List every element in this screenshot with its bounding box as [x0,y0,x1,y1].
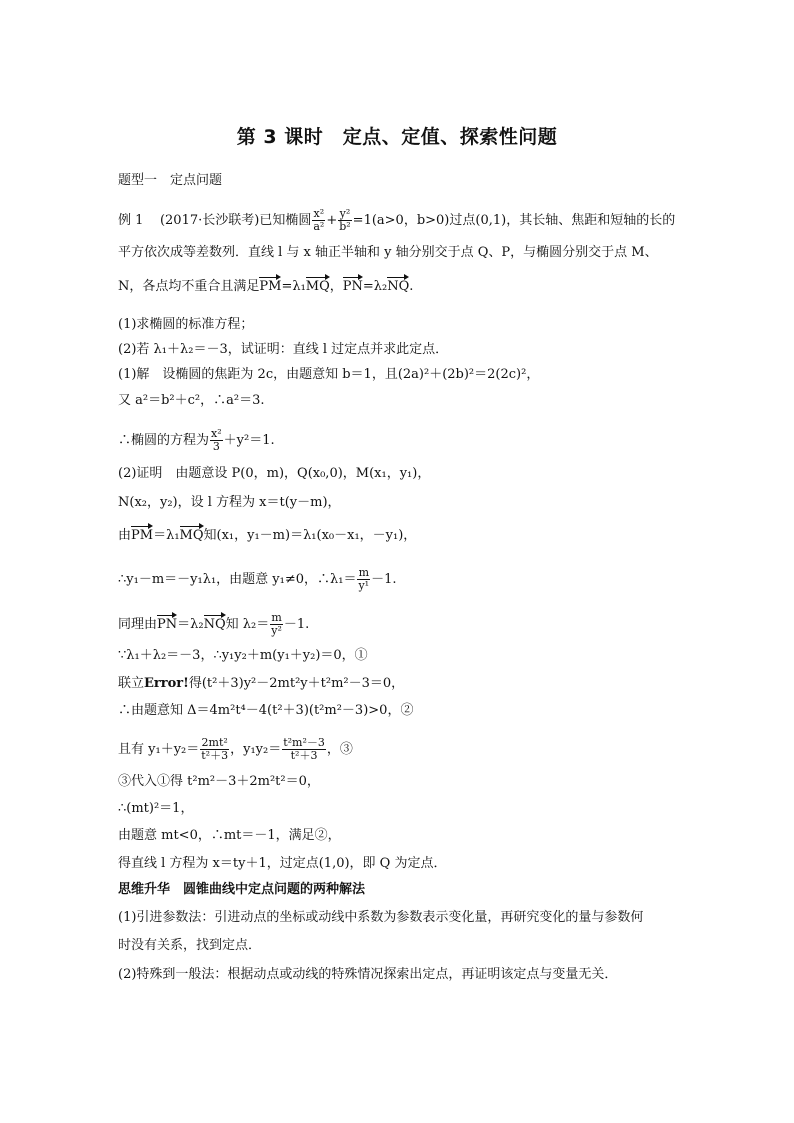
vector-nq: NQ [203,617,226,632]
fraction: $\frac{\text{2mt²}}{\text{t²＋3}}$ [201,736,229,762]
summary-p2: (2)特殊到一般法：根据动点或动线的特殊情况探索出定点，再证明该定点与变量无关． [118,967,618,982]
vector-pn: PN [342,279,363,294]
text: ＝λ₂ [177,617,204,632]
plus-sign: + [326,213,338,228]
example-source: (2017·长沙联考) [159,213,260,228]
text: －1. [283,617,310,632]
text: 知 λ₂＝ [225,617,270,632]
error-marker: Error! [144,676,189,691]
solution-line-5: N(x₂，y₂)，设 l 方程为 x＝t(y－m)， [118,495,341,510]
text: ∴椭圆的方程为 [118,433,210,448]
solution-line-12 [118,737,684,762]
example-line-3 [118,278,684,296]
fraction: $\frac{m}{\text{y²}}$ [271,611,282,637]
solution-line-6 [118,527,684,545]
section-heading: 题型一 定点问题 [118,173,223,188]
example-label: 例 1 [118,213,144,228]
solution-line-9: ∵λ₁＋λ₂＝－3，∴y₁y₂＋m(y₁＋y₂)＝0，① [118,648,368,663]
summary-heading: 思维升华 圆锥曲线中定点问题的两种解法 [118,882,366,897]
text: ，y₁y₂＝ [230,742,282,757]
vector-pm: PM [131,528,154,543]
solution-line-3 [118,428,684,453]
solution-line-8 [118,612,684,637]
vector-mq: MQ [179,528,204,543]
text: ∴y₁－m＝－y₁λ₁，由题意 y₁≠0，∴λ₁＝ [118,572,357,587]
text: ＋y²＝1. [223,433,275,448]
text: －1. [371,572,397,587]
summary-p1b: 时没有关系，找到定点． [118,938,262,953]
text: =λ₁ [281,279,306,294]
ellipse-fraction-x: $\frac{\text{x²}}{\text{a²}}$ [313,207,325,233]
text: N，各点均不重合且满足 [118,279,260,294]
solution-line-15: 由题意 mt<0，∴mt＝－1，满足②， [118,828,341,843]
text: =λ₂ [362,279,388,294]
solution-line-10 [118,675,684,693]
vector-pm: PM [259,279,282,294]
vector-nq: NQ [387,279,410,294]
fraction: $\frac{\text{x²}}{3}$ [211,427,222,453]
lesson-title: 第 3 课时 定点、定值、探索性问题 [236,126,558,148]
solution-line-11: ∴由题意知 Δ＝4m²t⁴－4(t²＋3)(t²m²－3)>0，② [118,703,414,718]
solution-line-4: (2)证明 由题意设 P(0，m)，Q(x₀,0)，M(x₁，y₁)， [118,466,431,481]
text: 且有 y₁＋y₂＝ [118,742,200,757]
solution-line-13: ③代入①得 t²m²－3＋2m²t²＝0， [118,774,320,789]
vector-pn: PN [157,617,178,632]
example-line-1 [118,208,684,233]
text: 联立 [118,676,145,691]
text: 知(x₁，y₁－m)＝λ₁(x₀－x₁，－y₁)， [203,528,417,543]
text: ， [329,279,343,294]
text: ＝λ₁ [153,528,180,543]
ellipse-fraction-y: $\frac{\text{y²}}{\text{b²}}$ [339,207,351,233]
text: 由 [118,528,132,543]
solution-line-7 [118,567,684,592]
fraction: $\frac{m}{\text{y¹}}$ [358,566,370,592]
solution-line-14: ∴(mt)²＝1， [118,801,194,816]
summary-p1a: (1)引进参数法：引进动点的坐标或动线中系数为参数表示变化量，再研究变化的量与参数何 [118,910,644,925]
solution-line-1: (1)解 设椭圆的焦距为 2c，由题意知 b＝1，且(2a)²＋(2b)²＝2(2c)²， [118,367,540,382]
solution-line-16: 得直线 l 方程为 x＝ty＋1，过定点(1,0)，即 Q 为定点． [118,856,447,871]
example-text-cont: =1(a>0，b>0)过点(0,1)，其长轴、焦距和短轴的长的 [352,213,676,228]
example-line-2: 平方依次成等差数列．直线 l 与 x 轴正半轴和 y 轴分别交于点 Q、P，与椭圆分别交于点 M、 [118,245,658,260]
text: ，③ [326,742,353,757]
text: 同理由 [118,617,158,632]
question-2: (2)若 λ₁＋λ₂＝－3，试证明：直线 l 过定点并求此定点． [118,342,449,357]
text: 得(t²＋3)y²－2mt²y＋t²m²－3＝0， [188,676,405,691]
solution-line-2: 又 a²＝b²＋c²，∴a²＝3. [118,393,265,408]
vector-mq: MQ [305,279,330,294]
fraction: $\frac{\text{t²m²－3}}{\text{t²＋3}}$ [283,736,325,762]
example-text: 已知椭圆 [259,213,312,228]
question-1: (1)求椭圆的标准方程； [118,317,254,332]
text: . [409,279,414,294]
